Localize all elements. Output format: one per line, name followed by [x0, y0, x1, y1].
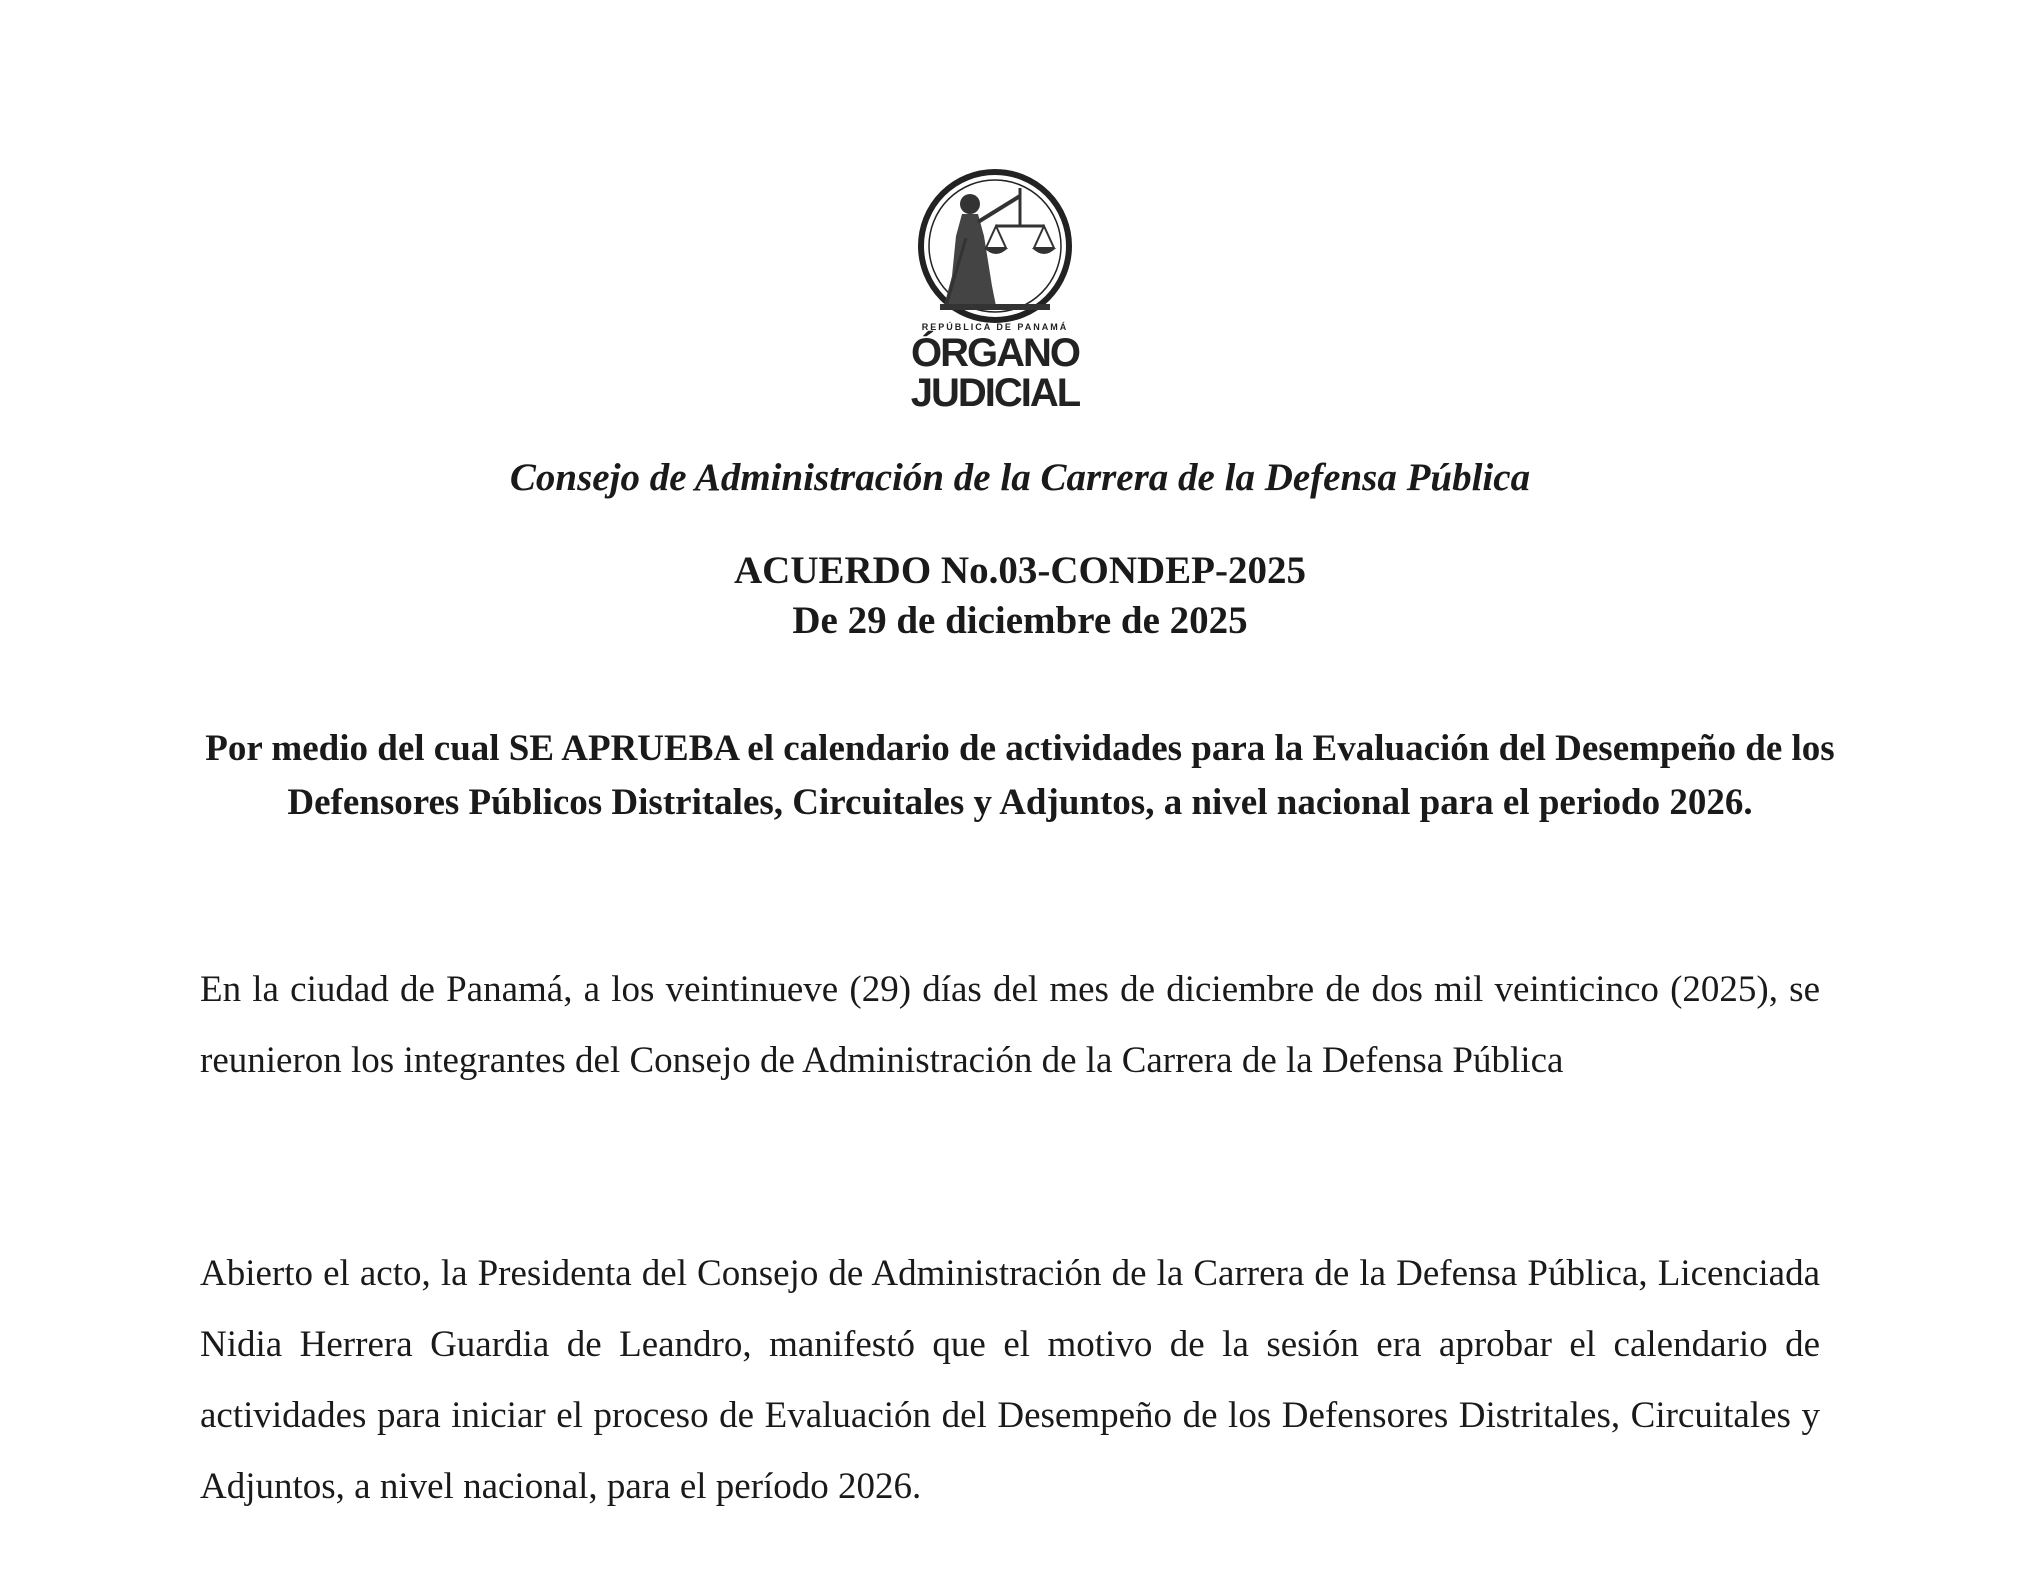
- logo-line-judicial: JUDICIAL: [910, 371, 1080, 415]
- paragraph-session: Abierto el acto, la Presidenta del Consejo de Administración de la Carrera de la Defensa Pública, Licenciada Nidia Herrera Guardia de Leandro, manifestó que el motivo de la sesión era aprobar el calendario de actividades para iniciar el proceso de Evaluación del Desempeño de los Defensores Distritales, Circuitales y Adjuntos, a nivel nacional, para el período 2026.: [200, 1253, 1820, 1507]
- logo-country-text: REPÚBLICA DE PANAMÁ: [921, 322, 1069, 332]
- acuerdo-date: De 29 de diciembre de 2025: [792, 599, 1248, 642]
- acuerdo-header: [0, 546, 2040, 646]
- council-title: Consejo de Administración de la Carrera de la Defensa Pública: [509, 456, 1531, 499]
- justice-scales-seal-icon: [900, 166, 1090, 416]
- acuerdo-subject: Por medio del cual SE APRUEBA el calendario de actividades para la Evaluación del Desempeño de los Defensores Públicos Distritales, Circuitales y Adjuntos, a nivel nacional para el periodo 2026.: [205, 728, 1835, 823]
- acuerdo-number: ACUERDO No.03-CONDEP-2025: [734, 549, 1306, 592]
- logo-line-organo: ÓRGANO: [911, 331, 1079, 375]
- organo-judicial-logo: [900, 166, 1090, 416]
- paragraph-opening: En la ciudad de Panamá, a los veintinueve (29) días del mes de diciembre de dos mil veinticinco (2025), se reunieron los integrantes del Consejo de Administración de la Carrera de la Defensa Pública: [200, 969, 1820, 1081]
